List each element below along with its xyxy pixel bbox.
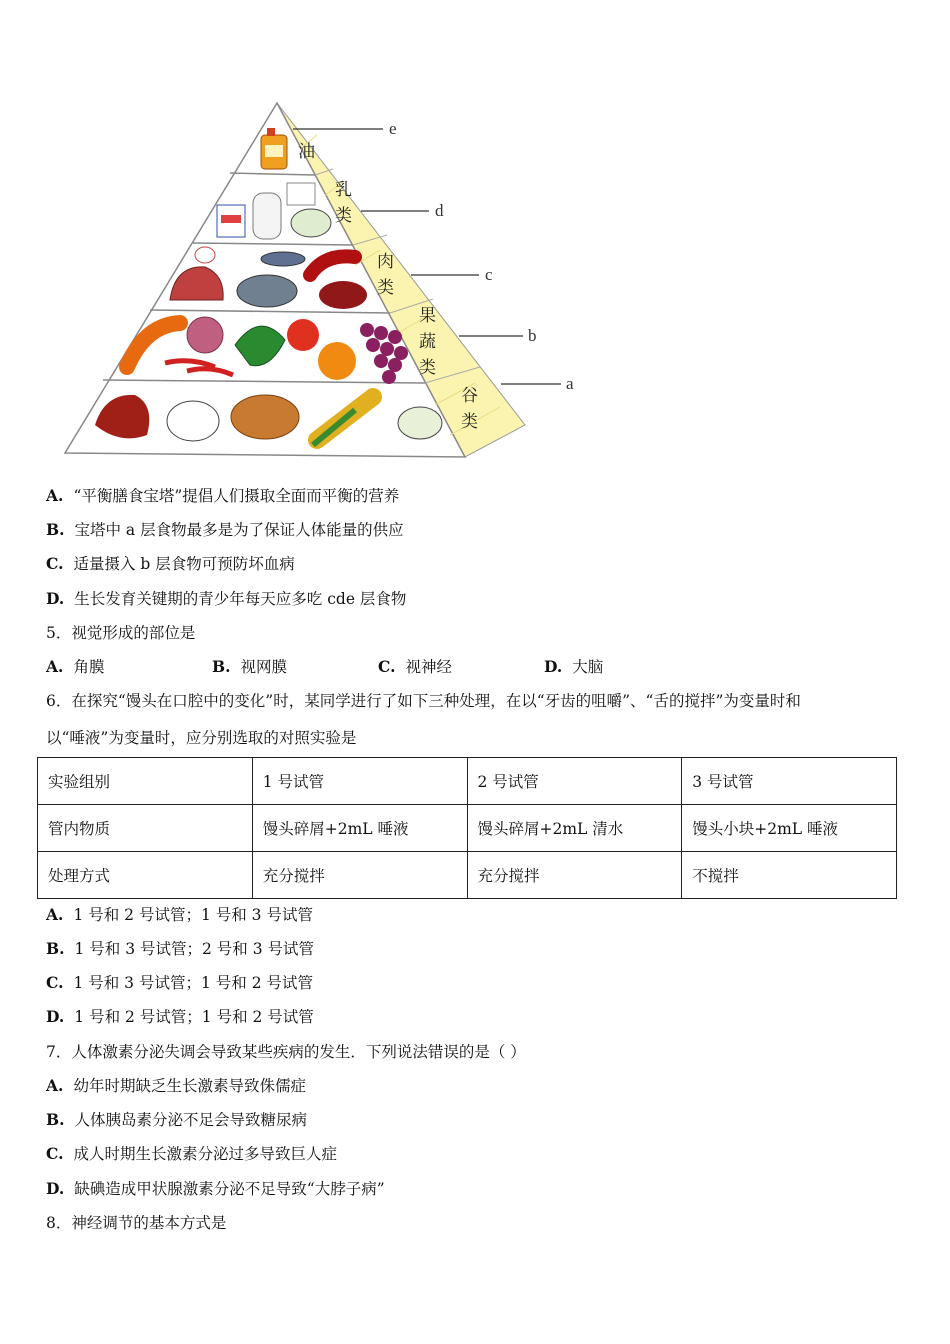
- q7-option-d: D. 缺碘造成甲状腺激素分泌不足导致“大脖子病”: [46, 1179, 385, 1198]
- table-row: [38, 852, 897, 899]
- level-a-name-2: 类: [461, 412, 478, 432]
- q7-option-c: C. 成人时期生长激素分泌过多导致巨人症: [46, 1144, 337, 1163]
- level-d-name-1: 乳: [335, 180, 352, 200]
- table-cell: 3 号试管: [682, 758, 897, 805]
- q6-stem-line2: 以“唾液”为变量时，应分别选取的对照实验是: [46, 729, 357, 747]
- table-row: [38, 758, 897, 805]
- q6-option-c: C. 1 号和 3 号试管；1 号和 2 号试管: [46, 973, 313, 992]
- level-e-name: 油: [298, 142, 315, 162]
- table-cell: 实验组别: [38, 758, 253, 805]
- letter-b: b: [528, 326, 537, 345]
- table-cell: 馒头小块+2mL 唾液: [682, 805, 897, 852]
- q4-option-a: A. “平衡膳食宝塔”提倡人们摄取全面而平衡的营养: [46, 486, 400, 505]
- q4-option-d: D. 生长发育关键期的青少年每天应多吃 cde 层食物: [46, 589, 407, 608]
- q6-stem-line1: 6．在探究“馒头在口腔中的变化”时，某同学进行了如下三种处理，在以“牙齿的咀嚼”、“舌的搅拌”为变量时和: [46, 692, 801, 710]
- q8-stem: 8．神经调节的基本方式是: [46, 1214, 227, 1232]
- q4-option-c: C. 适量摄入 b 层食物可预防坏血病: [46, 554, 295, 573]
- food-pyramid-figure: [55, 95, 595, 465]
- table-cell: 馒头碎屑+2mL 唾液: [252, 805, 467, 852]
- q7-option-b: B. 人体胰岛素分泌不足会导致糖尿病: [46, 1110, 308, 1129]
- table-cell: 充分搅拌: [252, 852, 467, 899]
- table-cell: 管内物质: [38, 805, 253, 852]
- table-row: [38, 805, 897, 852]
- q5-option-d: D. 大脑: [544, 657, 604, 676]
- table-cell: 不搅拌: [682, 852, 897, 899]
- q5-stem: 5．视觉形成的部位是: [46, 624, 196, 642]
- level-d-name-2: 类: [335, 206, 352, 226]
- level-c-name-2: 类: [377, 278, 394, 298]
- level-b-name-3: 类: [419, 358, 436, 378]
- level-a-name-1: 谷: [461, 386, 478, 406]
- table-cell: 处理方式: [38, 852, 253, 899]
- q6-experiment-table: [37, 757, 897, 899]
- table-cell: 馒头碎屑+2mL 清水: [467, 805, 682, 852]
- q6-option-a: A. 1 号和 2 号试管；1 号和 3 号试管: [46, 905, 313, 924]
- letter-e: e: [389, 119, 397, 138]
- q7-stem: 7．人体激素分泌失调会导致某些疾病的发生．下列说法错误的是（ ）: [46, 1043, 526, 1061]
- q5-option-a: A. 角膜: [46, 657, 105, 676]
- q4-option-b: B. 宝塔中 a 层食物最多是为了保证人体能量的供应: [46, 520, 404, 539]
- q5-option-c: C. 视神经: [378, 657, 452, 676]
- letter-c: c: [485, 265, 493, 284]
- q6-option-d: D. 1 号和 2 号试管；1 号和 2 号试管: [46, 1007, 314, 1026]
- level-b-name-1: 果: [419, 306, 436, 326]
- table-cell: 2 号试管: [467, 758, 682, 805]
- table-cell: 充分搅拌: [467, 852, 682, 899]
- q5-option-b: B. 视网膜: [212, 657, 288, 676]
- level-c-name-1: 肉: [377, 252, 394, 272]
- q5-options: [46, 655, 710, 677]
- q6-option-b: B. 1 号和 3 号试管；2 号和 3 号试管: [46, 939, 315, 958]
- table-cell: 1 号试管: [252, 758, 467, 805]
- level-b-name-2: 蔬: [419, 332, 436, 352]
- letter-a: a: [566, 374, 574, 393]
- q7-option-a: A. 幼年时期缺乏生长激素导致侏儒症: [46, 1076, 306, 1095]
- letter-d: d: [435, 201, 444, 220]
